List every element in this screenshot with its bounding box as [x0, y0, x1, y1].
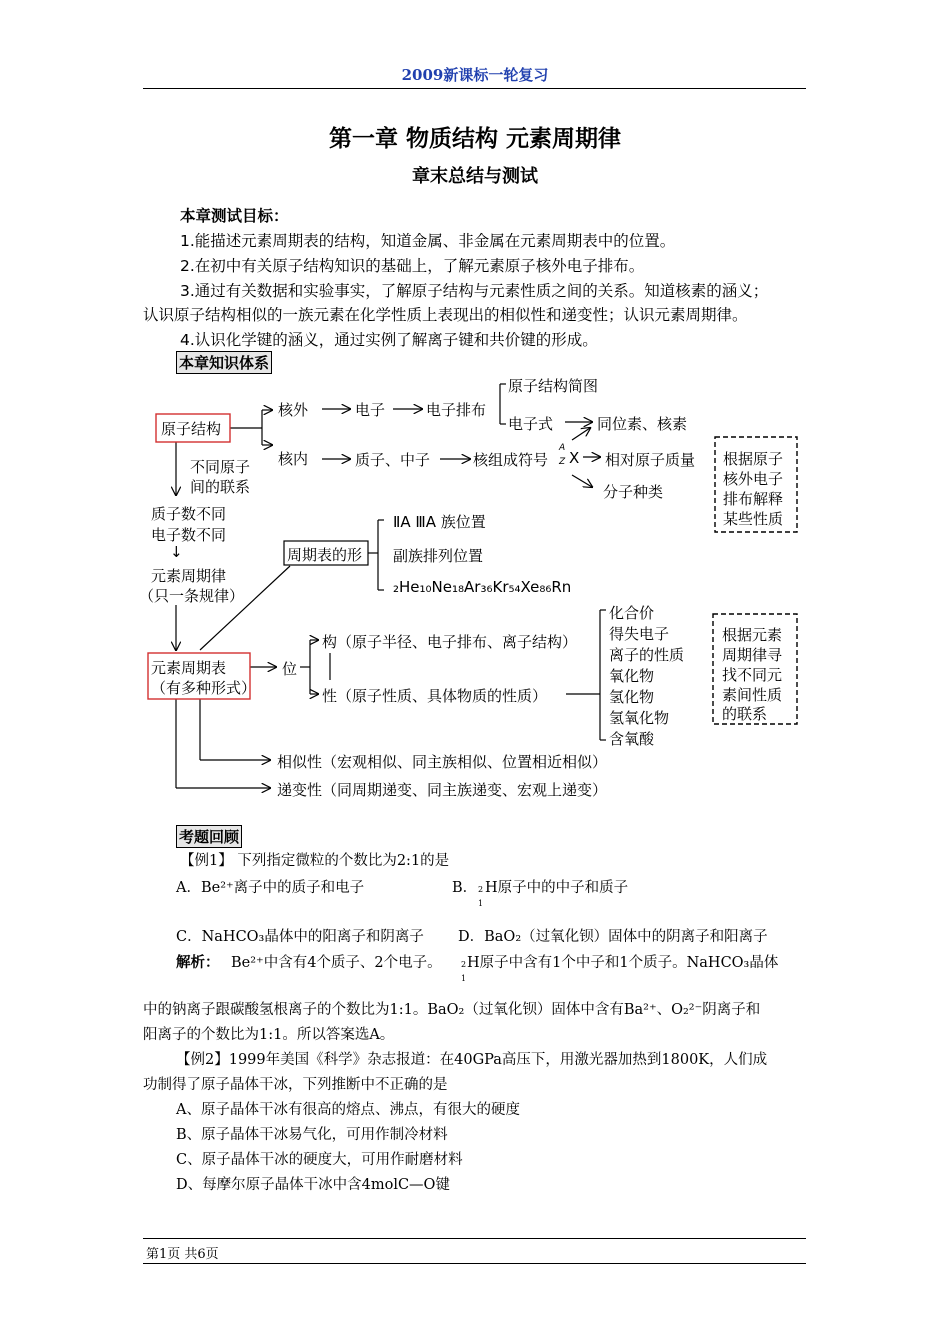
symbol-element: X [569, 449, 580, 467]
objective-item: 认识原子结构相似的一族元素在化学性质上表现出的相似性和递变性；认识元素周期律。 [143, 306, 748, 324]
objective-item: 4.认识化学键的涵义，通过实例了解离子键和共价键的形成。 [180, 331, 598, 349]
example1-option-a: A．Be²⁺离子中的质子和电子 [176, 880, 365, 896]
footer-rule-top [143, 1238, 806, 1239]
explain-box-line: 的联系 [722, 705, 768, 723]
explain-box-line: 核外电子 [723, 470, 784, 488]
node-proton-neutron: 质子、中子 [355, 451, 431, 469]
example2-option: C、原子晶体干冰的硬度大，可用作耐磨材料 [176, 1152, 463, 1168]
chapter-title: 第一章 物质结构 元素周期律 [328, 125, 621, 152]
node-atomic-diagram: 原子结构简图 [508, 377, 599, 395]
node-different-atoms: 不同原子 [190, 458, 251, 476]
node-electron-config: 电子排布 [426, 401, 487, 419]
analysis-text: 阳离子的个数比为1:1。所以答案选A。 [143, 1027, 395, 1043]
nuclide-mass: 2 [461, 960, 467, 969]
node-subgroup-position: 副族排列位置 [393, 547, 484, 565]
symbol-atomic-number: Z [559, 457, 566, 467]
example1-option-c: C．NaHCO₃晶体中的阳离子和阴离子 [176, 929, 424, 945]
node-similarity: 相似性（宏观相似、同主族相似、位置相近相似） [277, 753, 608, 771]
example1-option-b-prefix: B． [452, 880, 478, 896]
node-isotope: 同位素、核素 [597, 415, 688, 433]
node-property: 性（原子性质、具体物质的性质） [322, 687, 548, 705]
node-many-forms: （有多种形式） [151, 679, 257, 697]
node-electron: 电子 [355, 401, 386, 419]
footer-rule-bottom [143, 1263, 806, 1264]
node-periodic-table: 元素周期表 [151, 659, 227, 677]
explain-box-line: 某些性质 [723, 510, 784, 528]
node-inner: 核内 [278, 450, 309, 468]
page-number: 第1页 共6页 [146, 1247, 219, 1262]
node-outer: 核外 [278, 401, 309, 419]
analysis-text: Be²⁺中含有4个质子、2个电子。 [231, 955, 442, 971]
explain-box-line: 周期律寻 [722, 646, 783, 664]
symbol-mass-number: A [559, 443, 566, 453]
prop-item: 氢化物 [609, 688, 655, 706]
node-electron-formula: 电子式 [508, 415, 554, 433]
down-arrow: ↓ [170, 543, 183, 561]
example2-stem: 【例2】1999年美国《科学》杂志报道：在40GPa高压下，用激光器加热到1800K，人们成 [176, 1052, 768, 1068]
analysis-text: H原子中含有1个中子和1个质子。NaHCO₃晶体 [467, 955, 779, 971]
explain-box-line: 排布解释 [723, 490, 784, 508]
page-header: 2009新课标一轮复习 [401, 66, 549, 84]
prop-item: 氢氧化物 [609, 709, 670, 727]
review-heading: 考题回顾 [176, 825, 242, 848]
node-atom-structure: 原子结构 [161, 420, 222, 438]
prop-item: 氧化物 [609, 667, 655, 685]
prop-item: 离子的性质 [609, 646, 685, 664]
node-periodic-form: 周期表的形 [287, 546, 363, 564]
subtitle: 章末总结与测试 [412, 166, 538, 187]
node-noble-gases: ₂He₁₀Ne₁₈Ar₃₆Kr₅₄Xe₈₆Rn [393, 578, 572, 596]
example2-option: A、原子晶体干冰有很高的熔点、沸点，有很大的硬度 [176, 1102, 520, 1118]
node-structure: 构（原子半径、电子排布、离子结构） [322, 633, 578, 651]
prop-item: 含氧酸 [609, 730, 655, 748]
example2-stem: 功制得了原子晶体干冰，下列推断中不正确的是 [143, 1077, 448, 1093]
explain-box-line: 素间性质 [722, 686, 783, 704]
example2-option: B、原子晶体干冰易气化，可用作制冷材料 [176, 1127, 448, 1143]
objectives-heading: 本章测试目标： [180, 207, 289, 225]
objective-item: 2.在初中有关原子结构知识的基础上，了解元素原子核外电子排布。 [180, 257, 645, 275]
node-position: 位 [282, 660, 298, 678]
explain-box-line: 根据原子 [723, 450, 784, 468]
node-periodic-law: 元素周期律 [151, 567, 227, 585]
node-electron-diff: 电子数不同 [151, 526, 227, 544]
node-nuclear-symbol: 核组成符号 [473, 451, 549, 469]
node-proton-diff: 质子数不同 [151, 505, 227, 523]
objective-item: 1.能描述元素周期表的结构，知道金属、非金属在元素周期表中的位置。 [180, 232, 676, 250]
nuclide-number: 1 [461, 974, 467, 983]
nuclide-number: 1 [478, 899, 484, 908]
node-different-atoms: 间的联系 [190, 478, 251, 496]
explain-box-line: 找不同元 [722, 666, 783, 684]
example2-option: D、每摩尔原子晶体干冰中含4molC—O键 [176, 1177, 450, 1193]
example1-stem: 【例1】 下列指定微粒的个数比为2:1的是 [180, 853, 450, 869]
node-molecule-types: 分子种类 [603, 483, 664, 501]
nuclide-mass: 2 [478, 885, 484, 894]
prop-item: 化合价 [609, 604, 655, 622]
analysis-text: 中的钠离子跟碳酸氢根离子的个数比为1:1。BaO₂（过氧化钡）固体中含有Ba²⁺、O₂²⁻阴离子和 [143, 1002, 761, 1018]
objective-item: 3.通过有关数据和实验事实，了解原子结构与元素性质之间的关系。知道核素的涵义； [180, 282, 769, 300]
node-one-law: （只一条规律） [139, 587, 245, 605]
knowledge-heading: 本章知识体系 [176, 351, 272, 374]
example1-option-b: H原子中的中子和质子 [485, 880, 629, 896]
node-group-position: ⅡA ⅢA 族位置 [393, 513, 486, 531]
node-gradation: 递变性（同周期递变、同主族递变、宏观上递变） [277, 781, 608, 799]
example1-option-d: D．BaO₂（过氧化钡）固体中的阴离子和阳离子 [458, 929, 768, 945]
node-relative-mass: 相对原子质量 [605, 451, 696, 469]
explain-box-line: 根据元素 [722, 626, 783, 644]
analysis-label: 解析： [176, 954, 220, 971]
prop-item: 得失电子 [609, 625, 670, 643]
